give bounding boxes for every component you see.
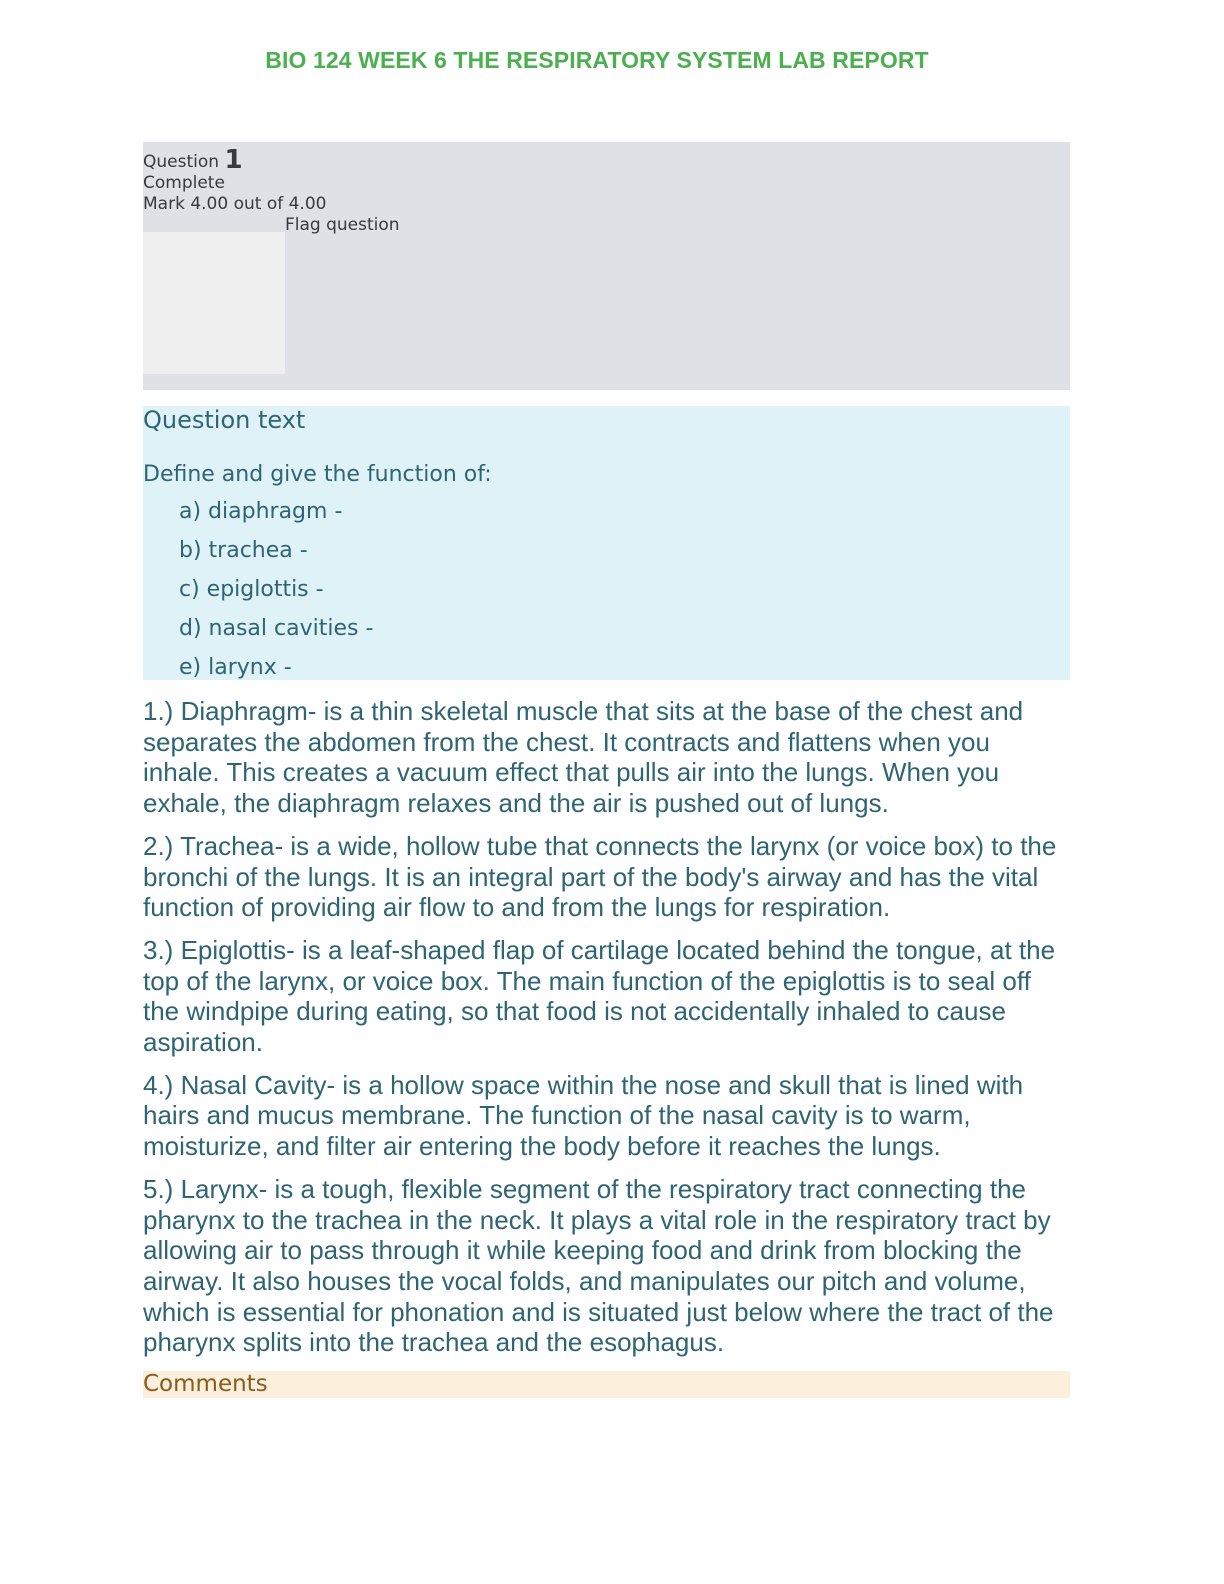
question-item-larynx: e) larynx - xyxy=(179,655,292,680)
question-item-nasal-cavities: d) nasal cavities - xyxy=(179,616,374,641)
answer-epiglottis: 3.) Epiglottis- is a leaf-shaped flap of cartilage located behind the tongue, at the top of the larynx, or voice box. The main function of the epiglottis is to seal off the windpipe during eating, so that food is not accidentally inhaled to cause aspiration. xyxy=(143,934,1056,1058)
question-grade: Mark 4.00 out of 4.00 xyxy=(143,194,327,214)
answer-nasal-cavity: 4.) Nasal Cavity- is a hollow space within the nose and skull that is lined with hairs and mucus membrane. The function of the nasal cavity is to warm, moisturize, and filter air entering the body before it reaches the lungs. xyxy=(143,1069,1024,1162)
flag-question-link[interactable]: Flag question xyxy=(285,215,400,235)
question-items-list xyxy=(179,499,373,694)
answer-trachea: 2.) Trachea- is a wide, hollow tube that connects the larynx (or voice box) to the bronchi of the lungs. It is an integral part of the body's airway and has the vital function of providing air flow to and from the lungs for respiration. xyxy=(143,830,1057,923)
question-item-epiglottis: c) epiglottis - xyxy=(179,577,324,602)
question-number: 1 xyxy=(224,145,243,175)
question-item-diaphragm: a) diaphragm - xyxy=(179,499,343,524)
question-label: Question xyxy=(143,152,220,172)
question-number-line xyxy=(143,145,243,175)
question-text-panel xyxy=(143,406,1070,680)
answer-larynx: 5.) Larynx- is a tough, flexible segment of the respiratory tract connecting the pharynx to the trachea in the neck. It plays a vital role in the respiratory tract by allowing air to pass through it while keeping food and drink from blocking the airway. It also houses the vocal folds, and manipulates our pitch and volume, which is essential for phonation and is situated just below where the tract of the pharynx splits into the trachea and the esophagus. xyxy=(143,1173,1054,1358)
question-item-trachea: b) trachea - xyxy=(179,538,308,563)
question-state: Complete xyxy=(143,173,225,193)
question-prompt: Define and give the function of: xyxy=(143,462,492,487)
answer-diaphragm: 1.) Diaphragm- is a thin skeletal muscle that sits at the base of the chest and separates the abdomen from the chest. It contracts and flattens when you inhale. This creates a vacuum effect that pulls air into the lungs. When you exhale, the diaphragm relaxes and the air is pushed out of lungs. xyxy=(143,696,1024,819)
document-title: BIO 124 WEEK 6 THE RESPIRATORY SYSTEM LAB REPORT xyxy=(265,47,929,73)
question-text-heading: Question text xyxy=(143,406,306,434)
comments-section[interactable]: Comments xyxy=(143,1371,1070,1398)
flag-icon[interactable] xyxy=(143,232,285,374)
answer-text xyxy=(143,696,1073,1370)
question-info-panel xyxy=(143,142,1070,390)
